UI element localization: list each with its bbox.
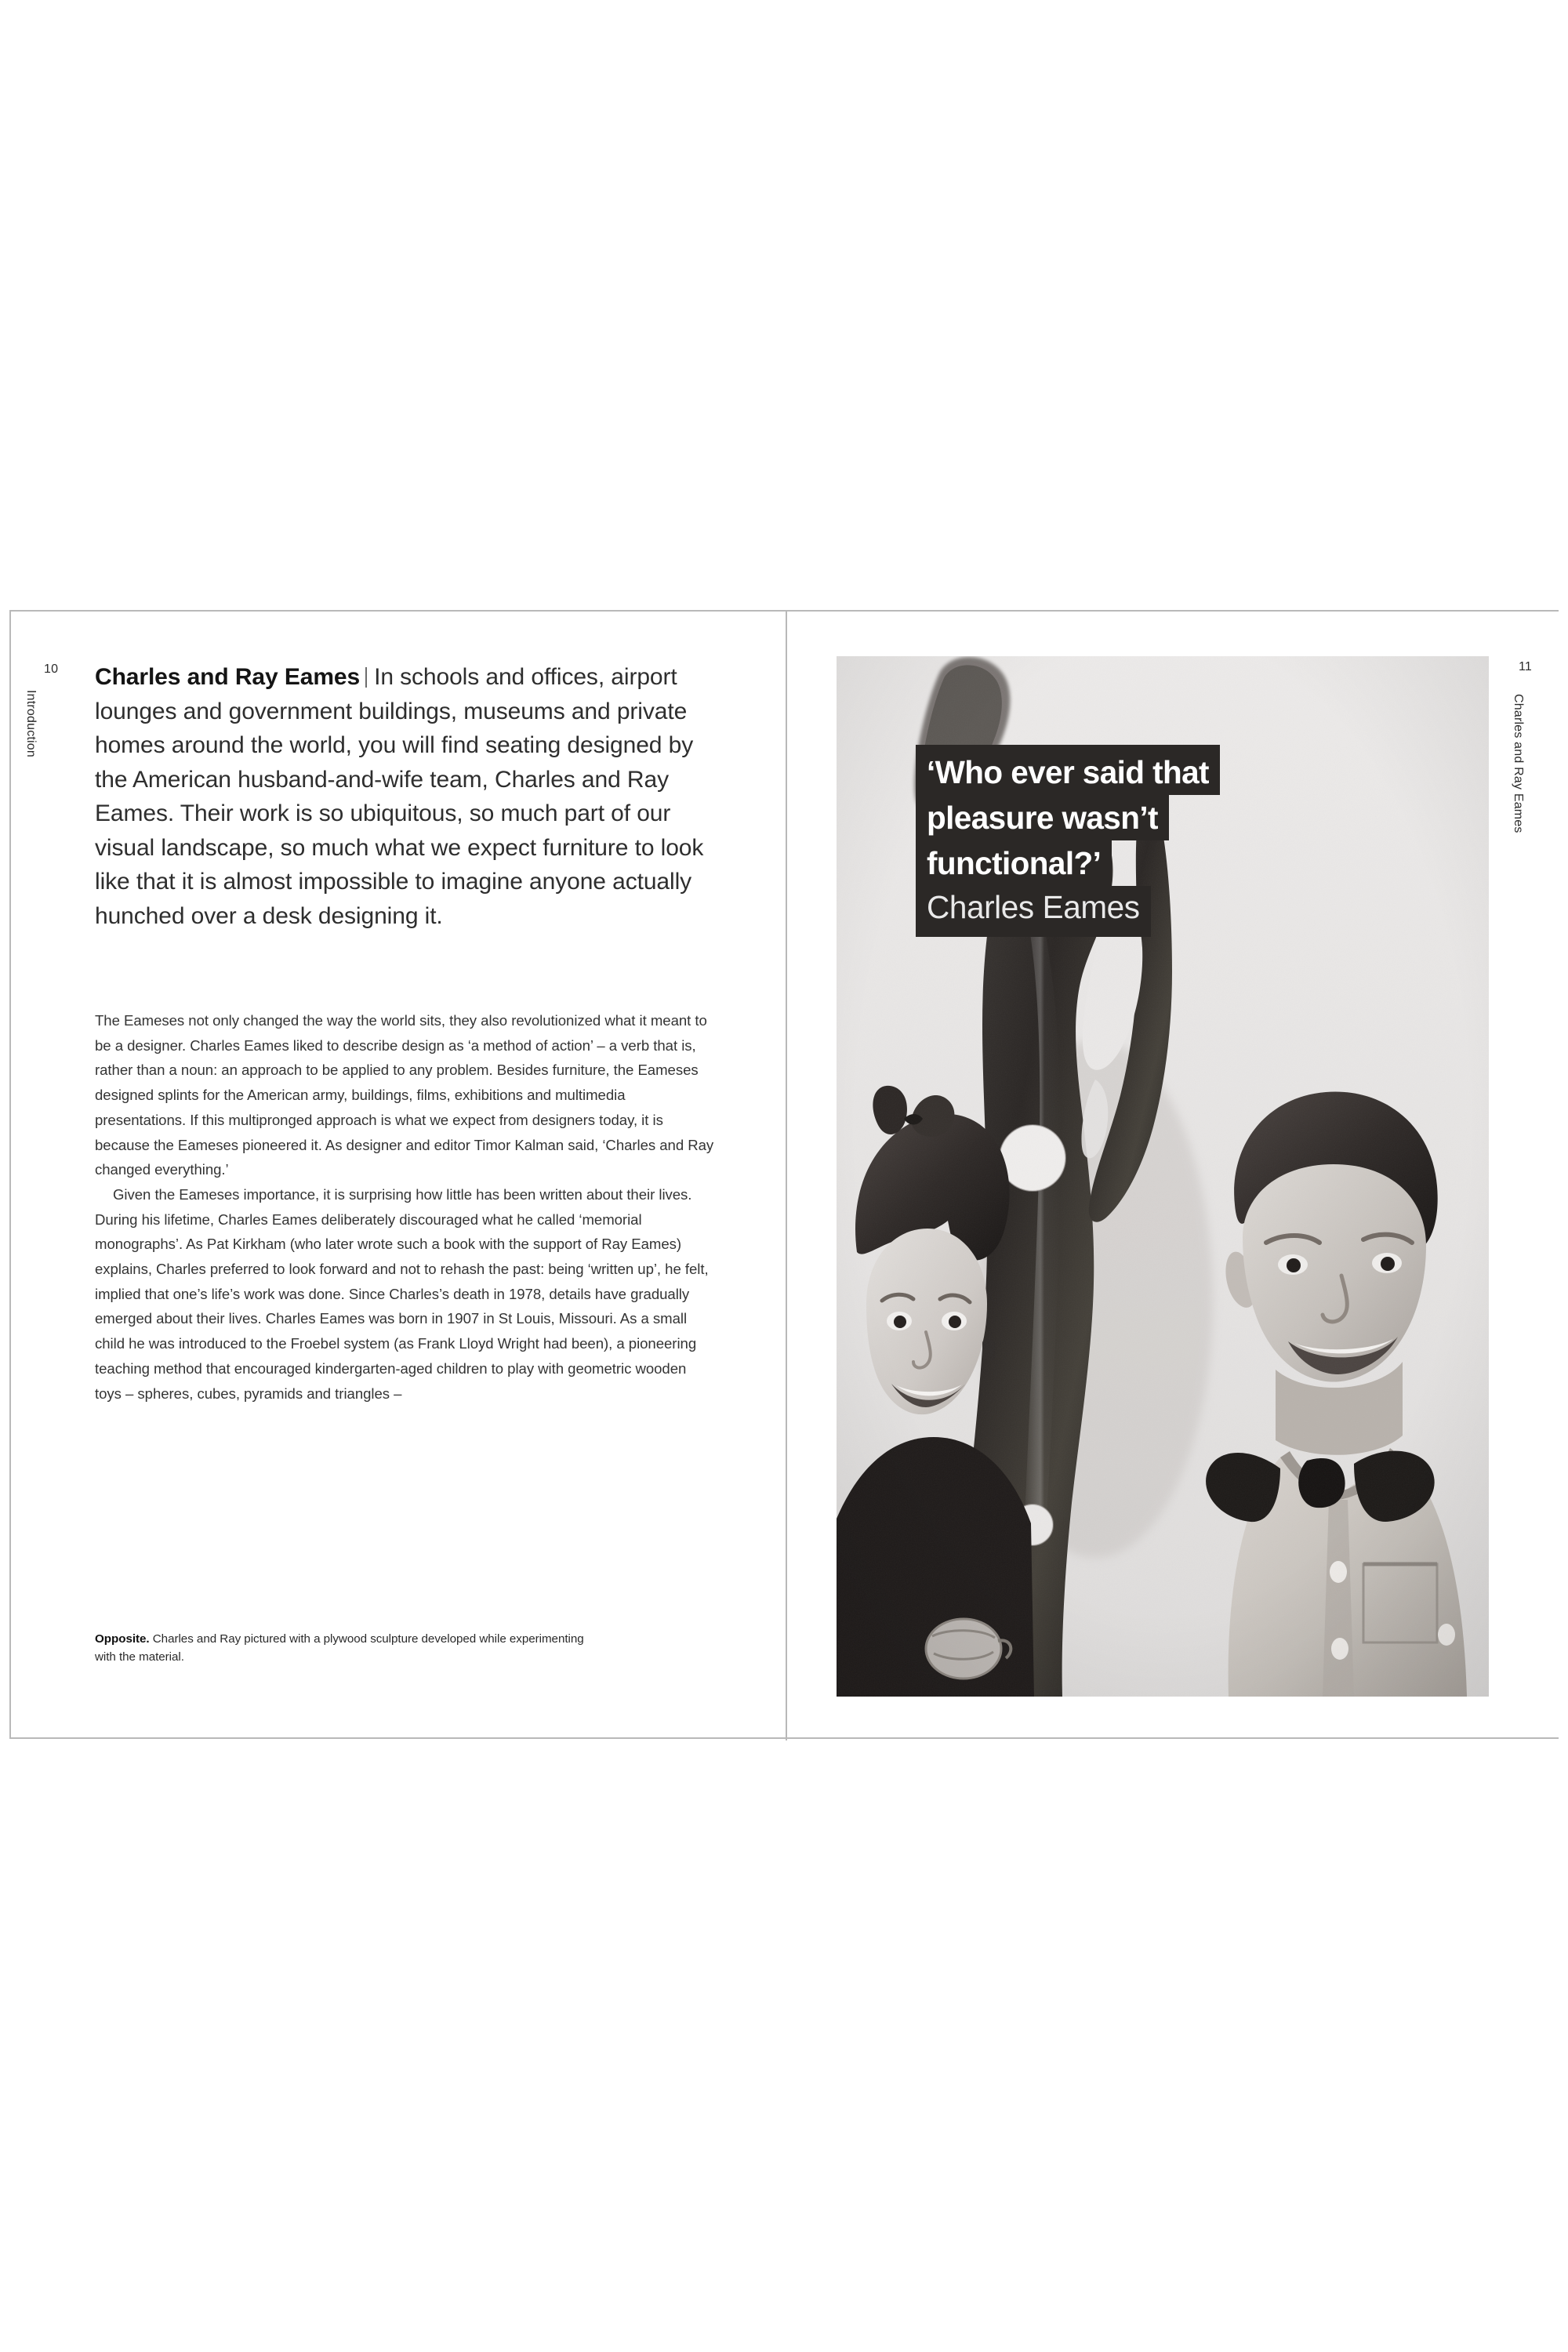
left-page [11,612,786,1740]
page-number-right: 11 [1519,660,1533,673]
pull-quote [916,745,1220,937]
lede-text: In schools and offices, airport lounges and government buildings, museums and private homes around the world, you will find seating designed by the American husband-and-wife team, Charles and Ray Eames. Their work is so ubiquitous, so much part of our visual landscape, so much what we expect furniture to look like that it is almost impossible to imagine anyone actually hunched over a desk designing it. [95,664,704,929]
vertical-rule-icon [365,667,367,688]
caption-label: Opposite. [95,1632,150,1646]
running-head-left: Introduction [24,690,38,758]
book-spread [9,610,1559,1739]
right-page [787,612,1560,1740]
quote-line: ‘Who ever said that [916,745,1220,795]
body-copy [95,1008,714,1406]
figure-caption [95,1631,597,1666]
quote-line: functional?’ [916,840,1112,886]
eames-photograph [837,656,1489,1697]
lede-lead-in: Charles and Ray Eames [95,664,361,690]
body-paragraph: The Eameses not only changed the way the world sits, they also revolutionized what it meant to be a designer. Charles Eames liked to describe design as ‘a method of action’ – a verb that is, rather than a noun: an approach to be applied to any problem. Besides furniture, the Eameses designed splints for the American army, buildings, films, exhibitions and multimedia presentations. If this multipronged approach is what we expect from designers today, it is because the Eameses pioneered it. As designer and editor Timor Kalman said, ‘Charles and Ray changed everything.’ [95,1012,714,1178]
running-head-right: Charles and Ray Eames [1512,694,1525,833]
quote-line: pleasure wasn’t [916,795,1169,840]
body-paragraph: Given the Eameses importance, it is surprising how little has been written about their lives. During his lifetime, Charles Eames deliberately discouraged what he called ‘memorial monographs’. As Pat Kirkham (who later wrote such a book with the support of Ray Eames) explains, Charles preferred to look forward and not to rehash the past: being ‘written up’, he felt, implied that one’s life’s work was done. Since Charles’s death in 1978, details have gradually emerged about their lives. Charles Eames was born in 1907 in St Louis, Missouri. As a small child he was introduced to the Froebel system (as Frank Lloyd Wright had been), a pioneering teaching method that encouraged kindergarten-aged children to play with geometric wooden toys – spheres, cubes, pyramids and triangles – [95,1185,709,1402]
quote-attribution: Charles Eames [916,886,1151,937]
lede-paragraph [95,660,722,933]
caption-text: Charles and Ray pictured with a plywood sculpture developed while experimenting with the material. [95,1632,584,1664]
page-number-left: 10 [44,662,59,676]
